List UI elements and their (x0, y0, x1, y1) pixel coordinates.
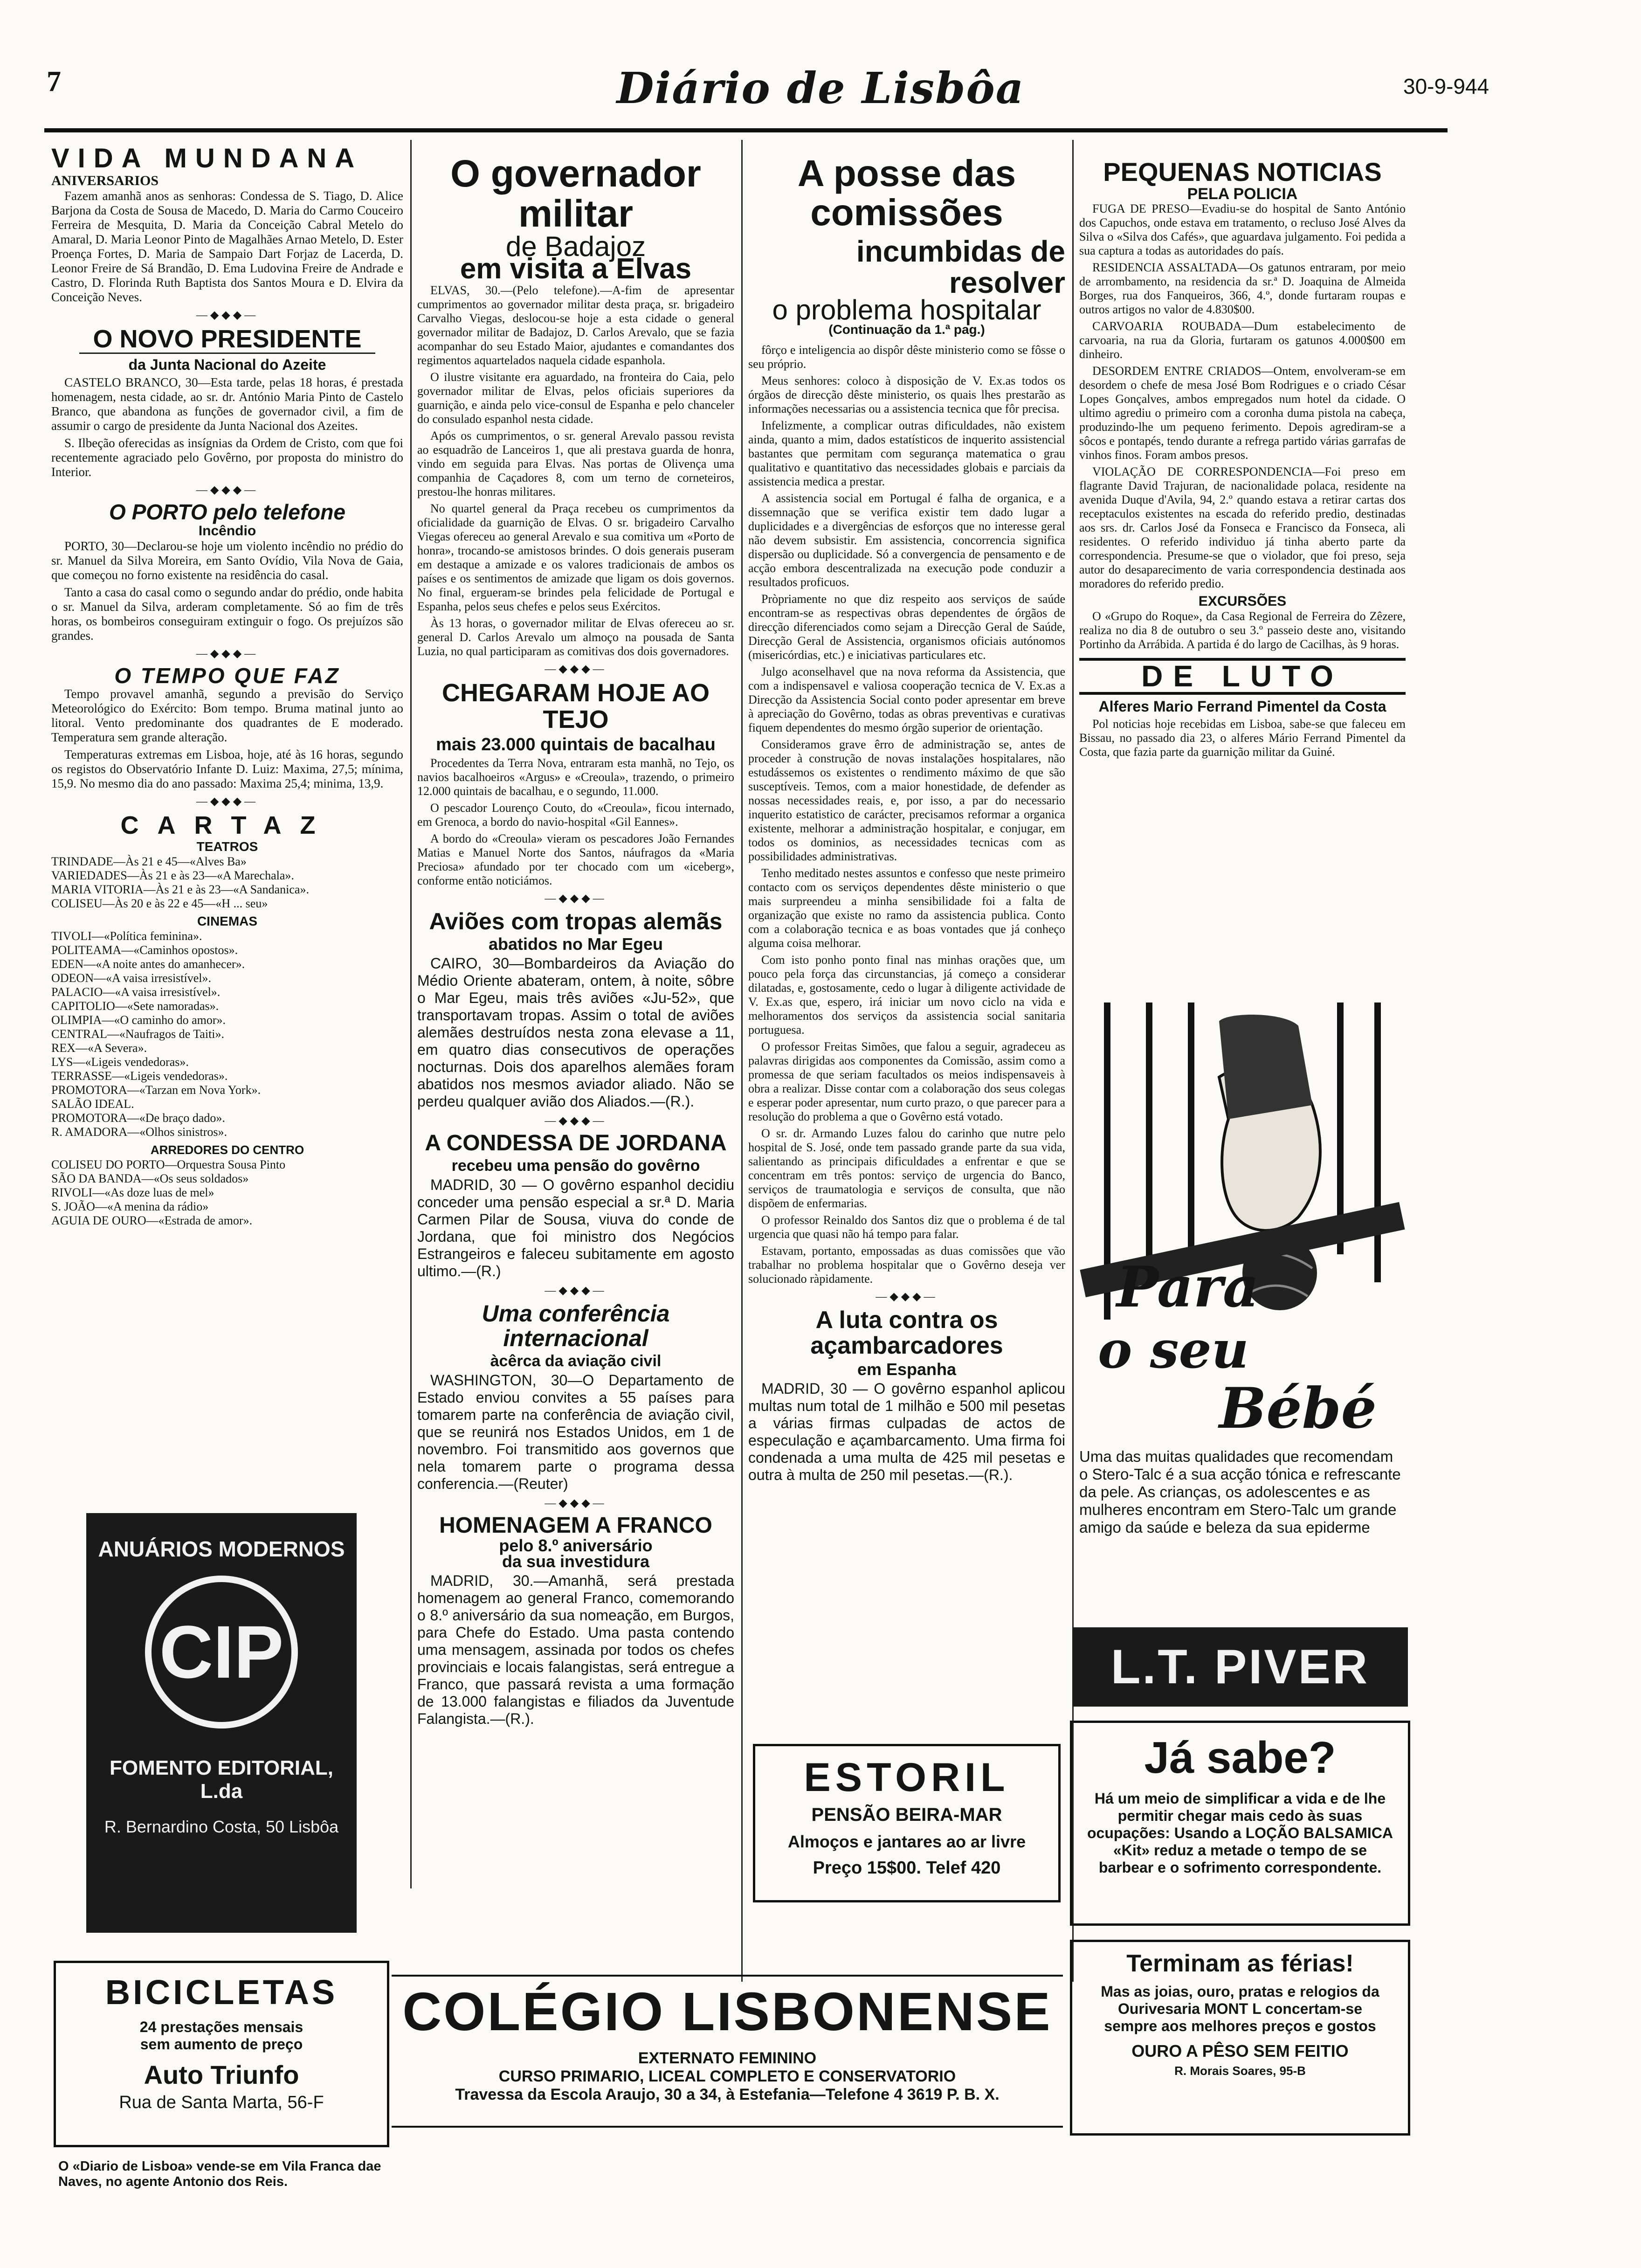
listing-item: COLISEU—Às 20 e às 22 e 45—«H ... seu» (51, 896, 268, 910)
tempo-p1: Tempo provavel amanhã, segundo a previsão do Serviço Meteorológico do Exército: Bom tempo. Bruma matinal junto ao litoral. Vento predominante dos quadrantes de E moderado. Temperatura sem grande alteração. (51, 687, 403, 745)
tejo-title: CHEGARAM HOJE AO TEJO (441, 679, 710, 733)
separator: —◆◆◆— (196, 309, 259, 321)
posse-p10: O professor Freitas Simões, que falou a seguir, agradeceu as palavras dirigidas aos componentes da Comissão, assim como a promessa de que seriam facultados os meios indispensaveis à obra a realizar. Disse contar com a colaboração dos seus colegas e esperar poder apresentar, num curto prazo, o que parecer para a resolução do problema a que o Govêrno está votado. (748, 1040, 1065, 1124)
presidente-subtitle: da Junta Nacional do Azeite (128, 356, 326, 373)
listing-item: SÃO DA BANDA—«Os seus soldados» (51, 1171, 249, 1185)
avioes-p1: CAIRO, 30—Bombardeiros da Aviação do Médio Oriente abateram, ontem, à noite, sôbre o Mar Egeu, mais três aviões «Ju-52», que transportavam tropas. Assim o total de aviões alemães destruídos nesta zona elevase a 11, em quatro dias consecutivos de operações nocturnas. Dois dos aparelhos alemães foram abatidos nos mesmos aviador aliado. Não se perdeu qualquer avião dos Aliados.—(R.). (417, 955, 734, 1110)
excursoes-p1: O «Grupo do Roque», da Casa Regional de Ferreira do Zêzere, realiza no dia 8 de outubro o seu 3.º passeio deste ano, visitando Portinho da Arrábida. A partida é do largo de Cacilhas, às 9 horas. (1079, 609, 1406, 651)
governador-sub1: de Badajoz (505, 231, 646, 263)
bebe-script-1: Para (1117, 1254, 1259, 1320)
separator: —◆◆◆— (545, 1497, 607, 1510)
condessa-title: A CONDESSA DE JORDANA (425, 1131, 727, 1156)
posse-p7: Consideramos grave êrro de administração se, antes de proceder à construção de novas instalações hospitalares, não estudássemos os existentes o rendimento máximo de que são susceptíveis. Temos, com a maior honestidade, de defender as nossas necessidades reais, e, por isso, a par do necessario inquerito estatistico de carácter, precisamos reformar a organica existente, melhorar a administração hospitalar, e conjugar, em todos os dominios, as necessidades tecnicas com as possibilidades administrativas. (748, 738, 1065, 864)
ferias-text: Mas as joias, ouro, pratas e relogios da Ourivesaria MONT L concertam-se sempre aos melhores preços e gostos (1101, 1983, 1379, 2034)
ad-cip-company: FOMENTO EDITORIAL, L.da (110, 1756, 333, 1803)
luta-title: A luta contra os açambarcadores (810, 1307, 1003, 1359)
avioes-title: Aviões com tropas alemãs (429, 908, 723, 934)
governador-p4: No quartel general da Praça recebeu os cumprimentos da oficialidade da guarnição de Elvas. O sr. brigadeiro Carvalho Viegas ofereceu ao general Arevalo e sua comitiva um «Porto de honra», trocando-se amistosos brindes. O dois generais puseram em destaque a amizade e os valores tradicionais de ambos os países e os sentimentos de amizade que ligam os dois governos. No final, ergueram-se brindes pela felicidade de Portugal e Espanha, pelos seus chefes e pelos seus Exércitos. (417, 502, 734, 614)
column-rule-1 (410, 140, 412, 1888)
bebe-text: Uma das muitas qualidades que recomendam o Stero-Talc é a sua acção tónica e refrescante da pele. As crianças, os adolescentes e as mulheres encontram em Stero-Talc um grande amigo da saúde e beleza da sua epiderme (1079, 1448, 1401, 1536)
bebe-script-3: Bébé (1219, 1376, 1377, 1441)
column-3 (748, 154, 1065, 1487)
franco-p1: MADRID, 30.—Amanhã, será prestada homenagem ao general Franco, comemorando o 8.º aniversário da sua nomeação, em Burgos, para Chefe do Estado. Uma pasta contendo uma mensagem, assinada por todos os chefes provinciais e locais falangistas, será entregue a Franco, que passará revista a uma formação de 13.000 falangistas e filiados da Juventude Falangista.—(R.). (417, 1572, 734, 1727)
franco-sub2: da sua investidura (502, 1551, 650, 1571)
listing-item: CAPITOLIO—«Sete namoradas». (51, 999, 219, 1013)
posse-p6: Julgo aconselhavel que na nova reforma da Assistencia, que com a indispensavel e valiosa cooperação tecnica de V. Ex.as a Direcção da Assistencia Social conto poder apresentar em breve à apreciação do Govêrno, todas as obras preventivas e curativas fiquem dependentes do mesmo órgão superior de orientação. (748, 665, 1065, 735)
listing-item: COLISEU DO PORTO—Orquestra Sousa Pinto (51, 1157, 286, 1171)
tejo-subtitle: mais 23.000 quintais de bacalhau (436, 734, 716, 754)
jasabe-title: Já sabe? (1144, 1733, 1336, 1783)
listing-item: VARIEDADES—Às 21 e às 23—«A Marechala». (51, 868, 294, 882)
porto-subtitle: Incêndio (198, 523, 256, 539)
posse-p13: Estavam, portanto, empossadas as duas comissões que vão trabalhar no problema hospitalar que o Govêrno deseja ver solucionado ràpidamente. (748, 1244, 1065, 1286)
listing-item: REX—«A Severa». (51, 1041, 147, 1055)
separator: —◆◆◆— (196, 484, 259, 496)
teatros-list (51, 855, 403, 911)
cinemas-list (51, 929, 403, 1139)
masthead-rule (44, 128, 1448, 132)
estoril-title: ESTORIL (804, 1755, 1010, 1800)
column-2 (417, 154, 734, 1730)
presidente-title: O NOVO PRESIDENTE (79, 326, 375, 354)
teatros-head: TEATROS (196, 839, 258, 854)
colegio-line2: CURSO PRIMARIO, LICEAL COMPLETO E CONSERVATORIO (498, 2067, 956, 2085)
ad-cip (86, 1513, 357, 1933)
porto-p2: Tanto a casa do casal como o segundo andar do prédio, onde habita o sr. Manuel da Silva, arderam completamente. Só ao fim de três horas, os bombeiros conseguiram extinguir o fogo. Os prejuízos são grandes. (51, 585, 403, 643)
jasabe-text: Há um meio de simplificar a vida e de lhe permitir chegar mais cedo às suas ocupações: Usando a LOÇÃO BALSAMICA «Kit» reduz a metade o tempo de se barbear e o sofrimento correspondente. (1087, 1790, 1393, 1876)
luta-subtitle: em Espanha (857, 1359, 957, 1379)
aniversarios-head: ANIVERSARIOS (51, 173, 159, 188)
presidente-p1: CASTELO BRANCO, 30—Esta tarde, pelas 18 horas, é prestada homenagem, nesta cidade, ao sr. dr. António Maria Pinto de Castelo Branco, que abandona as funções de governador civil, a fim de assumir o cargo de presidente da Junta Nacional dos Azeites. (51, 375, 403, 433)
avioes-subtitle: abatidos no Mar Egeu (488, 934, 663, 954)
column-4 (1079, 159, 1406, 762)
posse-p4: A assistencia social em Portugal é falha de organica, e a dissemnação que se verifica existir tem dado lugar a duplicidades e a divergências de esforços que no interesse geral não devem subsistir. Em assistencia, concorrencia significa dispersão ou duplicidade. Só a convergencia de pensamento e de acção embora descentralizada na execução pode conduzir a resultados proficuos. (748, 491, 1065, 589)
luto-title: DE LUTO (1079, 658, 1406, 695)
ad-cip-headline: ANUÁRIOS MODERNOS (98, 1537, 345, 1561)
posse-continuation: (Continuação da 1.ª pag.) (828, 322, 985, 337)
separator: —◆◆◆— (196, 795, 259, 808)
ad-bebe (1079, 993, 1406, 1536)
posse-sub1: incumbidas de resolver (856, 235, 1065, 300)
excursoes-head: EXCURSÕES (1198, 593, 1287, 609)
separator: —◆◆◆— (545, 892, 607, 905)
luta-p1: MADRID, 30 — O govêrno espanhol aplicou multas num total de 1 milhão e 500 mil pesetas a várias firmas culpadas de actos de especulação e açambarcamento. Uma firma foi condenada a uma multa de 425 mil pesetas e outra à multa de 250 mil pesetas.—(R.). (748, 1380, 1065, 1483)
colegio-line1: EXTERNATO FEMININO (638, 2049, 817, 2067)
posse-title: A posse das comissões (797, 152, 1016, 233)
posse-p5: Pròpriamente no que diz respeito aos serviços de saúde encontram-se as respectivas obras dependentes de órgãos de direcção diferenciados como sejam a Direcção Geral de Saúde, Direcção Geral de Assistencia, organismos oficiais autónomos (misericórdias, etc.) e iniciativas particulares etc. (748, 592, 1065, 662)
presidente-p2: S. Ilbeção oferecidas as insígnias da Ordem de Cristo, com que foi recentemente agraciado pelo Govêrno, por proposta do ministro do Interior. (51, 436, 403, 479)
separator: —◆◆◆— (545, 663, 607, 676)
ad-bicicletas (54, 1961, 389, 2147)
luto-subtitle: Alferes Mario Ferrand Pimentel da Costa (1098, 698, 1386, 715)
ferias-slogan: OURO A PÊSO SEM FEITIO (1131, 2041, 1349, 2061)
cip-logo: CIP (145, 1576, 298, 1729)
bicicletas-address: Rua de Santa Marta, 56-F (119, 2093, 324, 2112)
bicicletas-line2: sem aumento de preço (140, 2036, 303, 2053)
pequenas-noticias-sub: PELA POLICIA (1187, 185, 1298, 203)
posse-p11: O sr. dr. Armando Luzes falou do carinho que nutre pelo hospital de S. José, onde tem passado grande parte da sua vida, salientando as principais dificuldades a enfrentar e que se concentram em três pontos: serviço de urgencia do Banco, serviços de traumatologia e serviços de consulta, que não dispõem de enfermarias. (748, 1127, 1065, 1210)
governador-sub2: em visita a Elvas (460, 253, 692, 285)
bicicletas-title: BICICLETAS (105, 1973, 338, 2012)
listing-item: ODEON—«A vaisa irresistível». (51, 971, 212, 985)
franco-sub1: pelo 8.º aniversário (499, 1535, 653, 1555)
vida-mundana-title: VIDA MUNDANA (51, 143, 363, 173)
ad-colegio (392, 1975, 1063, 2128)
listing-item: S. JOÃO—«A menina da rádio» (51, 1199, 209, 1213)
conferencia-p1: WASHINGTON, 30—O Departamento de Estado enviou convites a 55 países para tomarem parte na conferência de aviação civil, que se reunirá nos Estados Unidos, em 1 de novembro. Foi transmitido aos governos que nela tomarem parte o programa dessa conferencia.—(Reuter) (417, 1372, 734, 1493)
listing-item: POLITEAMA—«Caminhos opostos». (51, 943, 238, 957)
pn-p2: RESIDENCIA ASSALTADA—Os gatunos entraram, por meio de arrombamento, na residencia da sr.ª D. Joaquina de Almeida Borges, rua dos Fanqueiros, 366, 4.º, donde furtaram roupas e outros artigos no valor de 4.830$00. (1079, 260, 1406, 316)
ad-cip-address: R. Bernardino Costa, 50 Lisbôa (104, 1817, 339, 1836)
estoril-line2: Almoços e jantares ao ar livre (787, 1832, 1026, 1851)
posse-p8: Tenho meditado nestes assuntos e confesso que neste primeiro contacto com os serviços dependentes dêste ministerio o que mais surpreendeu a minha sensibilidade foi a falta de organização que existe no ramo da assistencia publica. Conto com a colaboração tecnica e as boas vontades que já conheço alguma coisa melhorar. (748, 866, 1065, 950)
page-number: 7 (47, 66, 61, 97)
listing-item: SALÃO IDEAL. (51, 1097, 134, 1111)
listing-item: PROMOTORA—«De braço dado». (51, 1111, 225, 1125)
separator: —◆◆◆— (196, 647, 259, 660)
ad-jasabe (1070, 1721, 1410, 1926)
estoril-line3: Preço 15$00. Telef 420 (813, 1858, 1001, 1878)
arredores-head: ARREDORES DO CENTRO (150, 1142, 304, 1157)
condessa-p1: MADRID, 30 — O govêrno espanhol decidiu conceder uma pensão especial a sr.ª D. Maria Carmen Pilar de Sousa, viuva do conde de Jordana, que foi ministro dos Negócios Estrangeiros e faleceu subitamente em agosto ultimo.—(R.) (417, 1176, 734, 1280)
listing-item: PROMOTORA—«Tarzan em Nova York». (51, 1083, 261, 1097)
tempo-p2: Temperaturas extremas em Lisboa, hoje, até às 16 horas, segundo os registos do Observatório Infante D. Luiz: Maxima, 27,5; mínima, 15,9. No mesmo dia do ano passado: Maxima 25,4; minima, 13,9. (51, 747, 403, 791)
separator: —◆◆◆— (876, 1291, 938, 1303)
porto-p1: PORTO, 30—Declarou-se hoje um violento incêndio no prédio do sr. Manuel da Silva Moreira, em Santo Ovídio, Vila Nova de Gaia, que começou no forno existente na residência do casal. (51, 539, 403, 582)
ferias-title: Terminam as férias! (1126, 1950, 1354, 1977)
tempo-title: O TEMPO QUE FAZ (114, 663, 340, 688)
column-rule-2 (741, 140, 743, 1982)
listing-item: TIVOLI—«Política feminina». (51, 929, 202, 943)
separator: —◆◆◆— (545, 1285, 607, 1297)
governador-p5: Às 13 horas, o governador militar de Elvas ofereceu ao sr. general D. Carlos Arevalo um almoço na pousada de Santa Luzia, no qual participaram as comitivas dos dois governadores. (417, 616, 734, 658)
governador-p1: ELVAS, 30.—(Pelo telefone).—A-fim de apresentar cumprimentos ao governador militar desta praça, sr. brigadeiro Carvalho Viegas, deslocou-se hoje a esta cidade o general governador militar de Badajoz, D. Carlos Arevalo, que se fazia acompanhar do seu Estado Maior, ajudantes e comandantes dos regimentos aquartelados naquela cidade espanhola. (417, 284, 734, 367)
posse-p3: Infelizmente, a complicar outras dificuldades, não existem ainda, quanto a mim, dados estatísticos de inquerito assistencial bastantes que permitam com segurança matematica o grau qualitativo e quantitativo das necessidades globais e parciais da assistencia medica a prestar. (748, 419, 1065, 489)
listing-item: EDEN—«A noite antes do amanhecer». (51, 957, 245, 971)
pn-p3: CARVOARIA ROUBADA—Dum estabelecimento de carvoaria, na rua da Gloria, furtaram os gatunos 4.000$00 em dinheiro. (1079, 319, 1406, 361)
pn-p5: VIOLAÇÃO DE CORRESPONDENCIA—Foi preso em flagrante David Trajuran, de nacionalidade polaca, residente na avenida Duque d'Avila, 94, 2.º quando estava a retirar cartas dos receptaculos existentes na escada do referido predio, destinadas aos srs. dr. Carlos José da Fonseca e Francisco da Fonseca, ali residentes. O referido individuo já tinha aberto parte da correspondencia. Presume-se que o violador, que foi preso, seja autor do desaparecimento de varia correspondencia destinada aos moradores do referido predio. (1079, 464, 1406, 590)
tejo-p2: O pescador Lourenço Couto, do «Creoula», ficou internado, em Grenoca, a bordo do navio-hospital «Gil Eannes». (417, 801, 734, 829)
listing-item: LYS—«Ligeis vendedoras». (51, 1055, 189, 1069)
porto-title: O PORTO pelo telefone (109, 499, 345, 524)
bicicletas-line1: 24 prestações mensais (139, 2019, 303, 2035)
listing-item: RIVOLI—«As doze luas de mel» (51, 1185, 214, 1199)
conferencia-title: Uma conferência internacional (482, 1300, 670, 1351)
ad-estoril (753, 1744, 1061, 1902)
listing-item: R. AMADORA—«Olhos sinistros». (51, 1125, 228, 1139)
luto-p1: Pol noticias hoje recebidas em Lisboa, sabe-se que faleceu em Bissau, no passado dia 23, o alferes Mário Ferrand Pimentel da Costa, que fazia parte da guarnição militar da Guiné. (1079, 717, 1406, 759)
governador-p3: Após os cumprimentos, o sr. general Arevalo passou revista ao esquadrão de Lanceiros 1, que ali prestava guarda de honra, vindo em seguida para Elvas. Nas portas de Olivença uma companhia de Caçadores 8, com um terno de corneteiros, prestou-lhe honras militares. (417, 429, 734, 499)
estoril-line1: PENSÃO BEIRA-MAR (811, 1805, 1002, 1825)
tejo-p1: Procedentes da Terra Nova, entraram esta manhã, no Tejo, os navios bacalhoeiros «Argus» e «Creoula», trazendo, o primeiro 12.000 quintais de bacalhau, e o segundo, 11.000. (417, 756, 734, 798)
governador-p2: O ilustre visitante era aguardado, na fronteira do Caia, pelo governador militar de Elvas, pelos oficiais superiores da guarnição, e ainda pelo vice-consul de Espanha e pelo chanceler do consulado espanhol nesta cidade. (417, 370, 734, 426)
ferias-address: R. Morais Soares, 95-B (1174, 2064, 1306, 2078)
issue-date: 30-9-944 (1403, 74, 1489, 98)
ad-piver: L.T. PIVER (1072, 1627, 1408, 1707)
listing-item: CENTRAL—«Naufragos de Taiti». (51, 1027, 225, 1041)
governador-title: O governador militar (450, 152, 701, 235)
pn-p1: FUGA DE PRESO—Evadiu-se do hospital de Santo António dos Capuchos, onde estava em tratamento, o recluso José Alves da Silva o «Silva dos Cafés», que aguardava julgamento. Foi pedida a sua captura a todas as autoridades do país. (1079, 201, 1406, 257)
pequenas-noticias-title: PEQUENAS NOTICIAS (1103, 157, 1382, 187)
listing-item: TRINDADE—Às 21 e 45—«Alves Ba» (51, 854, 247, 868)
posse-p2: Meus senhores: coloco à disposição de V. Ex.as todos os órgãos de direcção dêste ministerio, os quais lhes prestarão as informações necessarias ou a assistencia tecnica que fôr precisa. (748, 374, 1065, 416)
colegio-title: COLÉGIO LISBONENSE (402, 1981, 1052, 2042)
listing-item: AGUIA DE OURO—«Estrada de amor». (51, 1213, 253, 1227)
listing-item: TERRASSE—«Ligeis vendedoras». (51, 1069, 228, 1083)
posse-p1: fôrço e inteligencia ao dispôr dêste ministerio como se fôsse o seu próprio. (748, 343, 1065, 371)
posse-p12: O professor Reinaldo dos Santos diz que o problema é de tal urgencia que quasi não há tempo para falar. (748, 1213, 1065, 1241)
aniversarios-text: Fazem amanhã anos as senhoras: Condessa de S. Tiago, D. Alice Barjona da Costa de Sousa de Macedo, D. Maria do Carmo Couceiro Ferreira de Mesquita, D. Maria da Conceição Cabral Metelo do Amaral, D. Maria Leonor Pinto de Magalhães Arnao Metelo, D. Ester Proença Fortes, D. Maria de Sampaio Dart Forjaz de Lacerda, D. Leonor Freire de Sá Brandão, D. Ema Ludovina Freire de Andrade e Castro, D. Florinda Ruth Baptista dos Santos Moura e D. Elvira da Conceição Neves. (51, 188, 403, 304)
newspaper-title: Diário de Lisbôa (616, 63, 1025, 113)
cartaz-title: CARTAZ (120, 811, 334, 840)
separator: —◆◆◆— (545, 1115, 607, 1127)
listing-item: PALACIO—«A vaisa irresistível». (51, 985, 221, 999)
tejo-p3: A bordo do «Creoula» vieram os pescadores João Fernandes Matias e Manuel Norte dos Santos, náufragos da «Maria Preciosa» afundado por ter chocado com um «iceberg», conforme então noticiámos. (417, 831, 734, 887)
pn-p4: DESORDEM ENTRE CRIADOS—Ontem, envolveram-se em desordem o chefe de mesa José Bom Rodrigues e o criado César Lopes Gonçalves, ambos empregados num hotel da cidade. O ultimo agrediu o primeiro com a coronha duma pistola na cabeça, produzindo-lhe um pequeno ferimento. Depois agrediram-se a sôcos e pontapés, tendo durante a refrega partido várias garrafas de vinhos finos. Foram ambos presos. (1079, 364, 1406, 462)
bebe-script-2: o seu (1098, 1320, 1249, 1380)
posse-p9: Com isto ponho ponto final nas minhas orações que, um pouco pela força das circunstancias, já começo a considerar dilatadas, e, gostosamente, cedo o lugar à diligente actividade de V. Ex.as que, espero, irá iniciar um novo ciclo na vida e melhoramentos dos serviços da assistencia social sanitaria portuguesa. (748, 953, 1065, 1037)
bicicletas-brand: Auto Triunfo (144, 2060, 299, 2089)
condessa-subtitle: recebeu uma pensão do govêrno (451, 1157, 700, 1175)
franco-title: HOMENAGEM A FRANCO (439, 1513, 712, 1538)
posse-sub2: o problema hospitalar (772, 294, 1041, 326)
cinemas-head: CINEMAS (197, 913, 258, 928)
conferencia-subtitle: àcêrca da aviação civil (490, 1352, 662, 1370)
colegio-line3: Travessa da Escola Araujo, 30 a 34, à Estefania—Telefone 4 3619 P. B. X. (455, 2086, 1000, 2103)
ad-ferias (1070, 1940, 1410, 2136)
arredores-list (51, 1158, 403, 1228)
notice-vila-franca: O «Diario de Lisboa» vende-se em Vila Franca dae Naves, no agente Antonio dos Reis. (58, 2159, 381, 2189)
column-1 (51, 145, 403, 1228)
listing-item: OLIMPIA—«O caminho do amor». (51, 1013, 226, 1027)
listing-item: MARIA VITORIA—Às 21 e às 23—«A Sandanica». (51, 882, 309, 896)
